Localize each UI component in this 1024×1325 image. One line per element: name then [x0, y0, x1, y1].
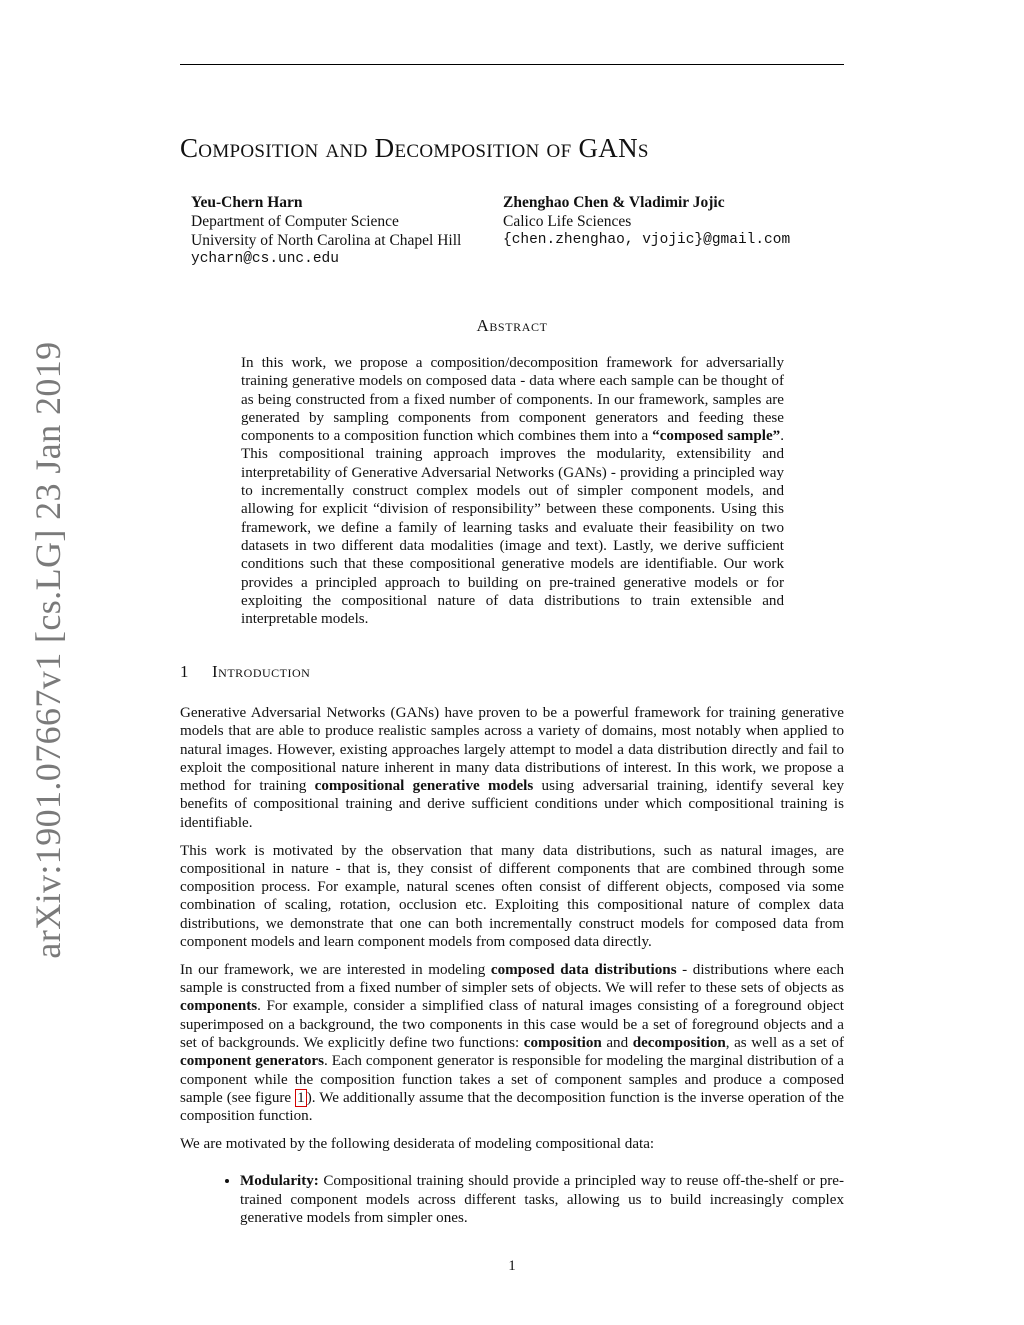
introduction-body [180, 704, 844, 1227]
author-affiliation: Department of Computer Science [191, 213, 399, 230]
section-number: 1 [180, 662, 189, 681]
arxiv-identifier-stamp: arXiv:1901.07667v1 [cs.LG] 23 Jan 2019 [28, 341, 68, 959]
paper-title: Composition and Decomposition of GANs [180, 133, 649, 163]
paragraph: In our framework, we are interested in modeling composed data distributions - distributions where each sample is constructed from a fixed number of simpler sets of objects. We will refer to these sets of objects as components. For example, consider a simplified class of natural images consisting of a foreground object superimposed on a background, the two components in this case would be a set of foreground objects and a set of backgrounds. We explicitly define two functions: composition and decomposition, as well as a set of component generators. Each component generator is responsible for modeling the marginal distribution of a component while the composition function takes a set of component samples and produce a composed sample (see figure 1 ). We additionally assume that the decomposition function is the inverse operation of the composition function. [180, 961, 844, 1125]
desiderata-list [180, 1172, 844, 1227]
paragraph: Generative Adversarial Networks (GANs) have proven to be a powerful framework for training generative models that are able to produce realistic samples across a variety of domains, most notably when applied to natural images. However, existing approaches largely attempt to model a data distribution directly and fail to exploit the compositional nature inherent in many data distributions of interest. In this work, we propose a method for training compositional generative models using adversarial training, identify several key benefits of compositional training and derive sufficient conditions under which compositional training is identifiable. [180, 705, 844, 831]
abstract-text: In this work, we propose a composition/decomposition framework for adversarially training generative models on composed data - data where each sample can be thought of as being constructed from a fixed number of components. In our framework, samples are generated by sampling components from component generators and feeding these components to a composition function which combines them into a “composed sample”. This compositional training approach improves the modularity, extensibility and interpretability of Generative Adversarial Networks (GANs) - providing a principled way to incrementally construct complex models out of simpler component models, and allowing for explicit “division of responsibility” between these components. Using this framework, we define a family of learning tasks and evaluate their feasibility on two datasets in two different data modalities (image and text). Lastly, we derive sufficient conditions such that these compositional generative models are identifiable. Our work provides a principled approach to building on pre-trained generative models or for exploiting the compositional nature of data distributions to train extensible and interpretable models. [241, 355, 784, 628]
author-block-2 [503, 193, 790, 250]
author-email[interactable]: ycharn@cs.unc.edu [191, 251, 339, 267]
author-affiliation: University of North Carolina at Chapel Hill [191, 232, 462, 249]
paragraph: This work is motivated by the observation that many data distributions, such as natural images, are compositional in nature - that is, they consist of different components that are combined through some composition process. For example, natural scenes often consist of different objects, composed via some combination of scaling, rotation, occlusion etc. Exploiting this compositional nature of complex data distributions, we demonstrate that one can both incrementally construct models for composed data from component models and learn component models from composed data directly. [180, 842, 844, 951]
page-number: 1 [508, 1258, 516, 1274]
figure-reference-link[interactable]: 1 [297, 1089, 305, 1106]
author-name: Zhenghao Chen & Vladimir Jojic [503, 194, 725, 211]
section-heading-introduction [180, 662, 310, 682]
author-name: Yeu-Chern Harn [191, 194, 303, 211]
section-title: Introduction [212, 662, 311, 681]
author-block-1 [191, 193, 461, 269]
author-affiliation: Calico Life Sciences [503, 213, 632, 230]
abstract-heading: Abstract [476, 316, 548, 335]
author-email[interactable]: {chen.zhenghao, vjojic}@gmail.com [503, 232, 791, 248]
paragraph: We are motivated by the following desiderata of modeling compositional data: [180, 1136, 655, 1153]
top-rule [180, 64, 844, 65]
list-item: • Modularity: Compositional training should provide a principled way to reuse off-the-shelf or pre-trained component models across different tasks, allowing us to build increasingly complex generative models from simpler ones. [240, 1172, 844, 1227]
